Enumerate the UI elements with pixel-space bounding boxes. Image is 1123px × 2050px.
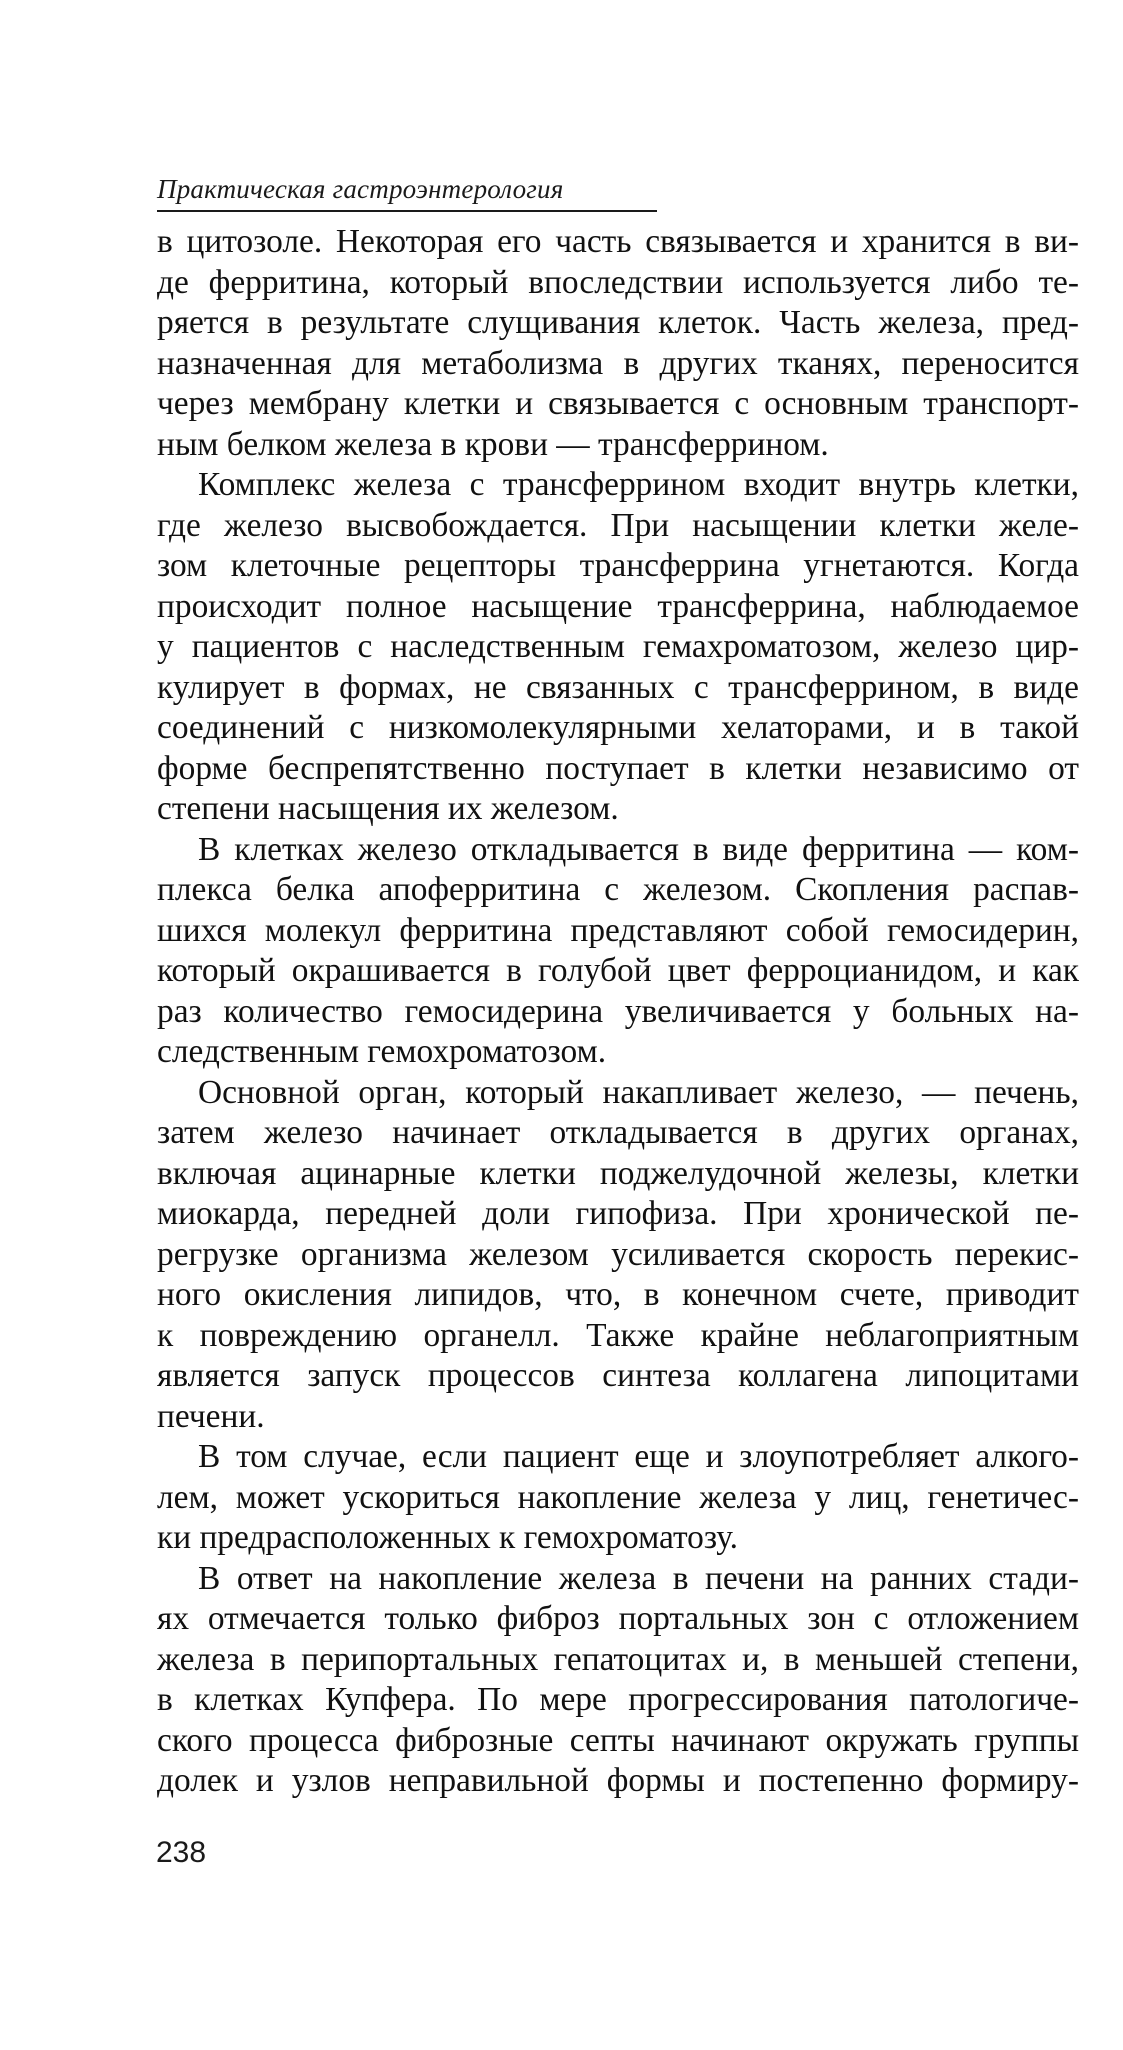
text-line: следственным гемохроматозом. <box>157 1033 607 1070</box>
paragraph <box>157 1559 1079 1802</box>
text-line: В клетках железо откладывается в виде ферритина — ком- <box>198 830 1079 868</box>
text-line: включая ацинарные клетки поджелудочной железы, клетки <box>157 1154 1079 1192</box>
text-line: шихся молекул ферритина представляют собой гемосидерин, <box>157 911 1079 949</box>
text-line: лем, может ускориться накопление железа у лиц, генетичес- <box>157 1478 1079 1516</box>
text-line: происходит полное насыщение трансферрина, наблюдаемое <box>157 587 1079 625</box>
text-line: затем железо начинает откладывается в других органах, <box>157 1114 1079 1151</box>
text-line: назначенная для метаболизма в других тканях, переносится <box>157 344 1079 382</box>
paragraph <box>157 1437 1079 1559</box>
text-line: форме беспрепятственно поступает в клетки независимо от <box>157 749 1079 787</box>
text-line: миокарда, передней доли гипофиза. При хронической пе- <box>157 1195 1079 1232</box>
text-line: раз количество гемосидерина увеличивается у больных на- <box>157 992 1079 1030</box>
text-line: ным белком железа в крови — трансферрином. <box>157 425 829 463</box>
paragraph <box>157 222 1079 465</box>
running-header: Практическая гастроэнтерология <box>157 174 564 204</box>
text-line: кулирует в формах, не связанных с трансферрином, в виде <box>157 668 1079 706</box>
text-line: который окрашивается в голубой цвет ферроцианидом, и как <box>157 952 1079 989</box>
text-line: де ферритина, который впоследствии используется либо те- <box>157 263 1079 301</box>
text-line: ях отмечается только фиброз портальных зон с отложением <box>157 1600 1079 1637</box>
paragraph <box>157 465 1079 830</box>
text-line: Основной орган, который накапливает железо, — печень, <box>198 1073 1079 1111</box>
page-number: 238 <box>156 1836 207 1869</box>
text-line: где железо высвобождается. При насыщении клетки желе- <box>157 506 1079 544</box>
text-line: Комплекс железа с трансферрином входит внутрь клетки, <box>198 466 1079 503</box>
text-line: ряется в результате слущивания клеток. Часть железа, пред- <box>157 304 1079 341</box>
text-line: ки предрасположенных к гемохроматозу. <box>157 1519 739 1556</box>
text-line: в цитозоле. Некоторая его часть связывается и хранится в ви- <box>157 223 1079 260</box>
paragraph <box>157 1073 1079 1438</box>
text-line: ского процесса фиброзные септы начинают окружать группы <box>157 1721 1079 1759</box>
text-line: степени насыщения их железом. <box>157 790 619 827</box>
text-line: В ответ на накопление железа в печени на ранних стади- <box>198 1559 1079 1597</box>
text-line: регрузке организма железом усиливается скорость перекис- <box>157 1235 1079 1273</box>
text-line: ного окисления липидов, что, в конечном счете, приводит <box>157 1276 1079 1313</box>
text-line: плекса белка апоферритина с железом. Скопления распав- <box>157 871 1079 908</box>
text-line: железа в перипортальных гепатоцитах и, в меньшей степени, <box>157 1640 1079 1678</box>
text-line: долек и узлов неправильной формы и постепенно формиру- <box>157 1762 1079 1799</box>
text-line: В том случае, если пациент еще и злоупотребляет алкого- <box>198 1438 1079 1475</box>
text-line: у пациентов с наследственным гемахроматозом, железо цир- <box>157 628 1079 665</box>
header-rule <box>157 210 657 212</box>
text-line: зом клеточные рецепторы трансферрина угнетаются. Когда <box>157 547 1079 584</box>
paragraph <box>157 830 1079 1073</box>
text-line: в клетках Купфера. По мере прогрессирования патологиче- <box>157 1681 1079 1718</box>
text-line: соединений с низкомолекулярными хелаторами, и в такой <box>157 709 1079 746</box>
body-text <box>157 222 1079 1802</box>
text-line: печени. <box>157 1397 265 1435</box>
text-line: является запуск процессов синтеза коллагена липоцитами <box>157 1357 1079 1394</box>
text-line: к повреждению органелл. Также крайне неблагоприятным <box>157 1316 1079 1354</box>
text-line: через мембрану клетки и связывается с основным транспорт- <box>157 385 1079 422</box>
